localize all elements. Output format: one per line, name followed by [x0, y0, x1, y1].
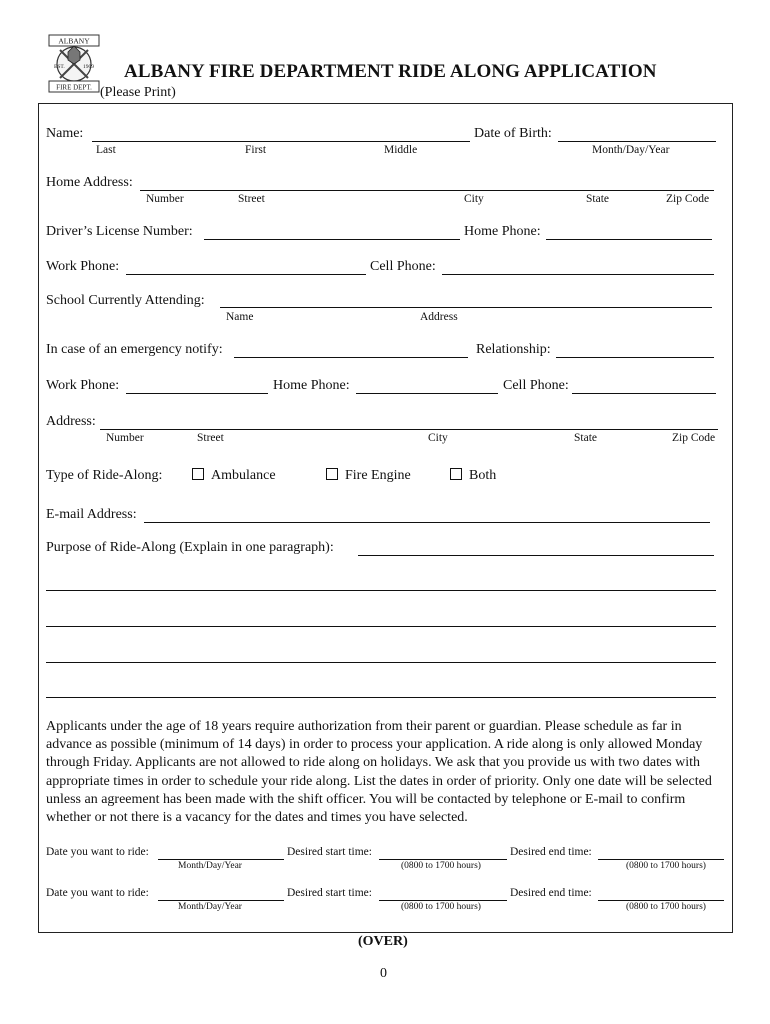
end-1-sub: (0800 to 1700 hours)	[626, 861, 706, 871]
both-option[interactable]	[450, 468, 496, 484]
relationship-input-line[interactable]	[556, 357, 714, 358]
name-label: Name:	[46, 126, 84, 141]
date-2-input-line[interactable]	[158, 900, 284, 901]
date-2-label: Date you want to ride:	[46, 887, 149, 899]
license-input-line[interactable]	[204, 239, 460, 240]
home-address-input-line[interactable]	[140, 190, 714, 191]
start-2-label: Desired start time:	[287, 887, 372, 899]
start-1-input-line[interactable]	[379, 859, 507, 860]
albany-fire-department-badge-icon	[46, 34, 102, 94]
end-2-label: Desired end time:	[510, 887, 592, 899]
ambulance-option-label: Ambulance	[211, 468, 276, 483]
email-input-line[interactable]	[144, 522, 710, 523]
notice-paragraph: Applicants under the age of 18 years require authorization from their parent or guardian. Please schedule as far in advance as possible (minimum of 14 days) in order to process your application. A ride along is only allowed Monday through Friday. Applicants are not allowed to ride along on holidays. We ask that you provide us with two dates with appropriate times in order to schedule your ride along. List the dates in order of priority. Only one date will be selected unless an agreement has been made with the shift officer. You will be contacted by telephone or E-mail to confirm whether or not there is a vacancy for the dates and times you have selected.	[46, 719, 712, 826]
home-address-sub-number: Number	[146, 193, 184, 205]
both-option-label: Both	[469, 468, 497, 483]
page-title: ALBANY FIRE DEPARTMENT RIDE ALONG APPLICATION	[124, 61, 657, 82]
purpose-input-line-2[interactable]	[46, 590, 716, 591]
both-checkbox[interactable]	[450, 468, 462, 480]
emergency-label: In case of an emergency notify:	[46, 342, 223, 357]
ec-cell-phone-input-line[interactable]	[572, 393, 716, 394]
fire-engine-option-label: Fire Engine	[345, 468, 411, 483]
home-address-sub-street: Street	[238, 193, 265, 205]
name-sub-middle: Middle	[384, 144, 418, 156]
ambulance-option[interactable]	[192, 468, 276, 484]
ec-cell-phone-label: Cell Phone:	[503, 378, 569, 393]
start-2-sub: (0800 to 1700 hours)	[401, 902, 481, 912]
address-sub-state: State	[574, 432, 597, 444]
logo-year-text: 1909	[83, 64, 94, 70]
purpose-input-line-5[interactable]	[46, 697, 716, 698]
purpose-input-line-4[interactable]	[46, 662, 716, 663]
page-number: 0	[380, 966, 387, 981]
end-1-label: Desired end time:	[510, 846, 592, 858]
cell-phone-input-line[interactable]	[442, 274, 714, 275]
address-sub-zip: Zip Code	[672, 432, 716, 444]
cell-phone-label: Cell Phone:	[370, 259, 436, 274]
home-phone-label: Home Phone:	[464, 224, 541, 239]
address-sub-street: Street	[197, 432, 224, 444]
ambulance-checkbox[interactable]	[192, 468, 204, 480]
purpose-input-line-1[interactable]	[358, 555, 714, 556]
name-sub-last: Last	[96, 144, 116, 156]
name-sub-first: First	[245, 144, 267, 156]
address-label: Address:	[46, 414, 96, 429]
date-1-input-line[interactable]	[158, 859, 284, 860]
work-phone-input-line[interactable]	[126, 274, 366, 275]
page-subtitle: (Please Print)	[100, 85, 176, 100]
school-sub-address: Address	[420, 311, 458, 323]
date-2-sub: Month/Day/Year	[178, 902, 242, 912]
address-sub-number: Number	[106, 432, 144, 444]
logo-est-text: EST.	[54, 64, 65, 70]
address-sub-city: City	[428, 432, 448, 444]
school-label: School Currently Attending:	[46, 293, 205, 308]
address-input-line[interactable]	[100, 429, 718, 430]
school-sub-name: Name	[226, 311, 254, 323]
dob-input-line[interactable]	[558, 141, 716, 142]
logo-top-text: ALBANY	[58, 36, 90, 46]
home-address-sub-zip: Zip Code	[666, 193, 710, 205]
home-phone-input-line[interactable]	[546, 239, 712, 240]
work-phone-label: Work Phone:	[46, 259, 120, 274]
ec-work-phone-label: Work Phone:	[46, 378, 120, 393]
emergency-input-line[interactable]	[234, 357, 468, 358]
home-address-sub-city: City	[464, 193, 484, 205]
date-1-sub: Month/Day/Year	[178, 861, 242, 871]
ec-work-phone-input-line[interactable]	[126, 393, 268, 394]
date-1-label: Date you want to ride:	[46, 846, 149, 858]
end-2-input-line[interactable]	[598, 900, 724, 901]
start-2-input-line[interactable]	[379, 900, 507, 901]
fire-engine-checkbox[interactable]	[326, 468, 338, 480]
start-1-label: Desired start time:	[287, 846, 372, 858]
purpose-input-line-3[interactable]	[46, 626, 716, 627]
email-label: E-mail Address:	[46, 507, 137, 522]
ride-type-label: Type of Ride-Along:	[46, 468, 163, 483]
over-text: (OVER)	[358, 934, 408, 949]
name-input-line[interactable]	[92, 141, 470, 142]
school-input-line[interactable]	[220, 307, 712, 308]
end-2-sub: (0800 to 1700 hours)	[626, 902, 706, 912]
dob-label: Date of Birth:	[474, 126, 552, 141]
end-1-input-line[interactable]	[598, 859, 724, 860]
dob-sub: Month/Day/Year	[592, 144, 670, 156]
home-address-label: Home Address:	[46, 175, 133, 190]
start-1-sub: (0800 to 1700 hours)	[401, 861, 481, 871]
home-address-sub-state: State	[586, 193, 609, 205]
logo-bottom-text: FIRE DEPT.	[56, 83, 92, 92]
ec-home-phone-label: Home Phone:	[273, 378, 350, 393]
fire-engine-option[interactable]	[326, 468, 411, 484]
purpose-label: Purpose of Ride-Along (Explain in one paragraph):	[46, 540, 334, 555]
relationship-label: Relationship:	[476, 342, 551, 357]
ec-home-phone-input-line[interactable]	[356, 393, 498, 394]
license-label: Driver’s License Number:	[46, 224, 193, 239]
